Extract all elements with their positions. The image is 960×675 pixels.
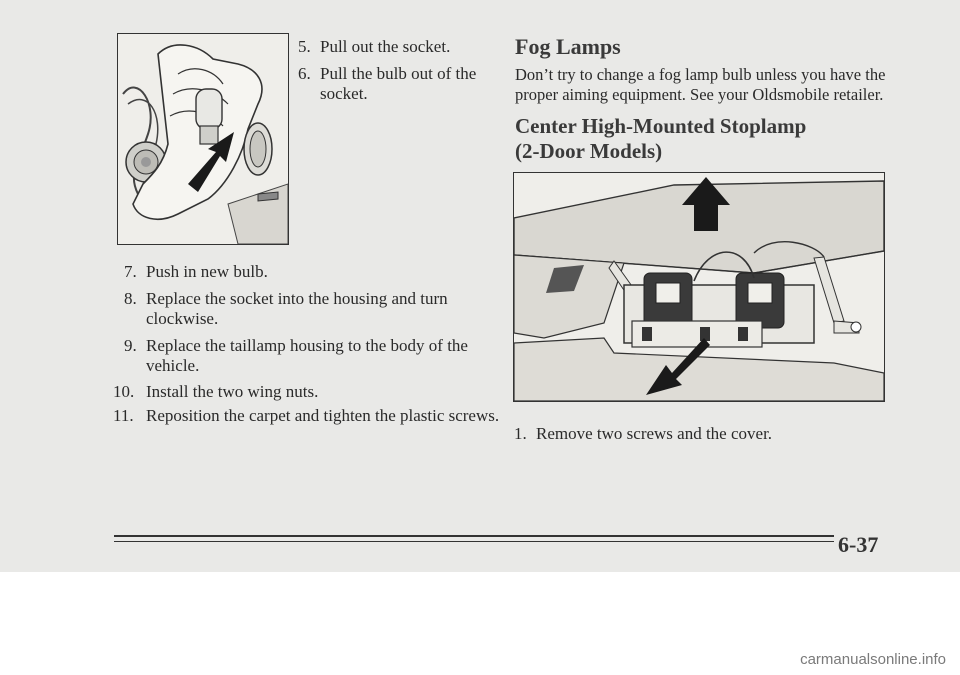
- step-10-text: Install the two wing nuts.: [146, 382, 319, 401]
- stoplamp-illustration-drawing: [514, 173, 884, 401]
- step-8-text: Replace the socket into the housing and turn clockwise.: [146, 289, 448, 328]
- step-5-text: Pull out the socket.: [320, 37, 451, 56]
- step-10: [113, 382, 506, 402]
- step-8: [124, 289, 486, 329]
- watermark: carmanualsonline.info: [800, 651, 946, 668]
- stoplamp-illustration: [513, 172, 885, 402]
- footer-rule-bottom: [114, 541, 834, 542]
- chmsl-heading-line2: (2-Door Models): [515, 139, 663, 163]
- chmsl-step-1-text: Remove two screws and the cover.: [536, 424, 773, 443]
- socket-illustration: [117, 33, 289, 245]
- step-7-text: Push in new bulb.: [146, 262, 268, 281]
- footer-rule-top: [114, 535, 834, 537]
- step-9-text: Replace the taillamp housing to the body of the vehicle.: [146, 336, 468, 375]
- step-9: [124, 336, 486, 376]
- step-5-number: 5.: [298, 37, 311, 56]
- step-9-number: 9.: [124, 336, 137, 355]
- step-6-number: 6.: [298, 64, 311, 83]
- step-11-text: Reposition the carpet and tighten the plastic screws.: [146, 406, 500, 425]
- step-6: [298, 64, 505, 104]
- chmsl-step-1: [514, 424, 906, 444]
- step-7-number: 7.: [124, 262, 137, 281]
- chmsl-heading-line1: Center High-Mounted Stoplamp: [515, 114, 807, 138]
- step-6-text: Pull the bulb out of the socket.: [320, 64, 477, 103]
- fog-lamps-body: Don’t try to change a fog lamp bulb unless you have the proper aiming equipment. See your Oldsmobile retailer.: [515, 65, 886, 104]
- step-10-number: 10.: [113, 382, 135, 401]
- page-number: 6-37: [838, 532, 879, 557]
- chmsl-step-1-number: 1.: [514, 424, 527, 443]
- fog-lamps-heading: Fog Lamps: [515, 34, 621, 59]
- socket-illustration-drawing: [118, 34, 288, 244]
- step-7: [124, 262, 486, 282]
- step-11-number: 11.: [113, 406, 134, 425]
- step-11: [113, 406, 516, 426]
- step-8-number: 8.: [124, 289, 137, 308]
- step-5: [298, 37, 505, 57]
